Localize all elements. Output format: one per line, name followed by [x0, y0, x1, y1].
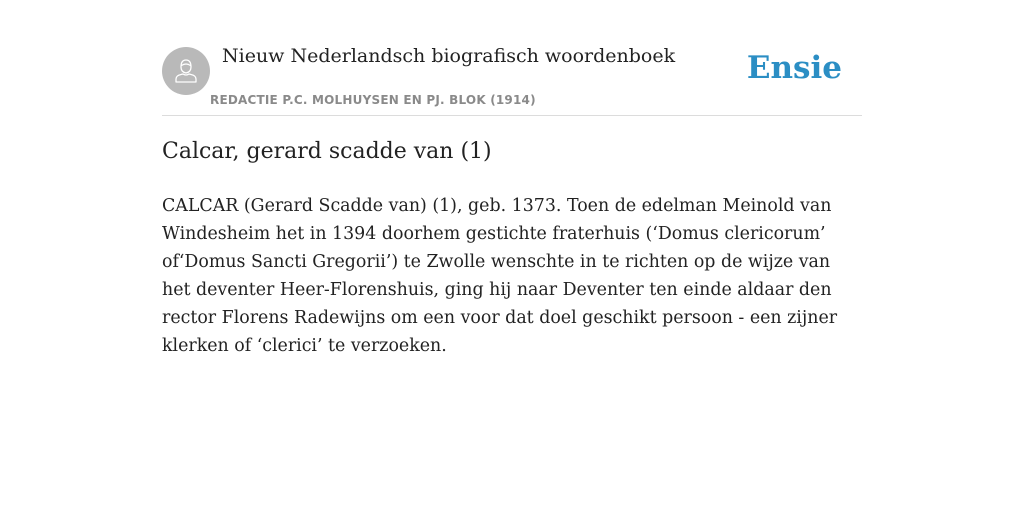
source-avatar[interactable] [162, 47, 210, 95]
source-header [162, 40, 862, 116]
source-editors: REDACTIE P.C. MOLHUYSEN EN PJ. BLOK (1914) [210, 93, 536, 107]
source-title[interactable]: Nieuw Nederlandsch biografisch woordenboek [222, 45, 676, 67]
ensie-logo-link[interactable]: Ensie [746, 50, 842, 86]
user-silhouette-icon [162, 47, 210, 95]
entry-body: CALCAR (Gerard Scadde van) (1), geb. 1373. Toen de edelman Meinold van Windesheim het in 1394 doorhem gestichte fraterhuis (‘Domus clericorum’ of‘Domus Sancti Gregorii’) te Zwolle wenschte in te richten op de wijze van het deventer Heer-Florenshuis, ging hij naar Deventer ten einde aldaar den rector Florens Radewijns om een voor dat doel geschikt persoon - een zijner klerken of ‘clerici’ te verzoeken. [162, 196, 838, 356]
entry-title: Calcar, gerard scadde van (1) [162, 139, 492, 164]
